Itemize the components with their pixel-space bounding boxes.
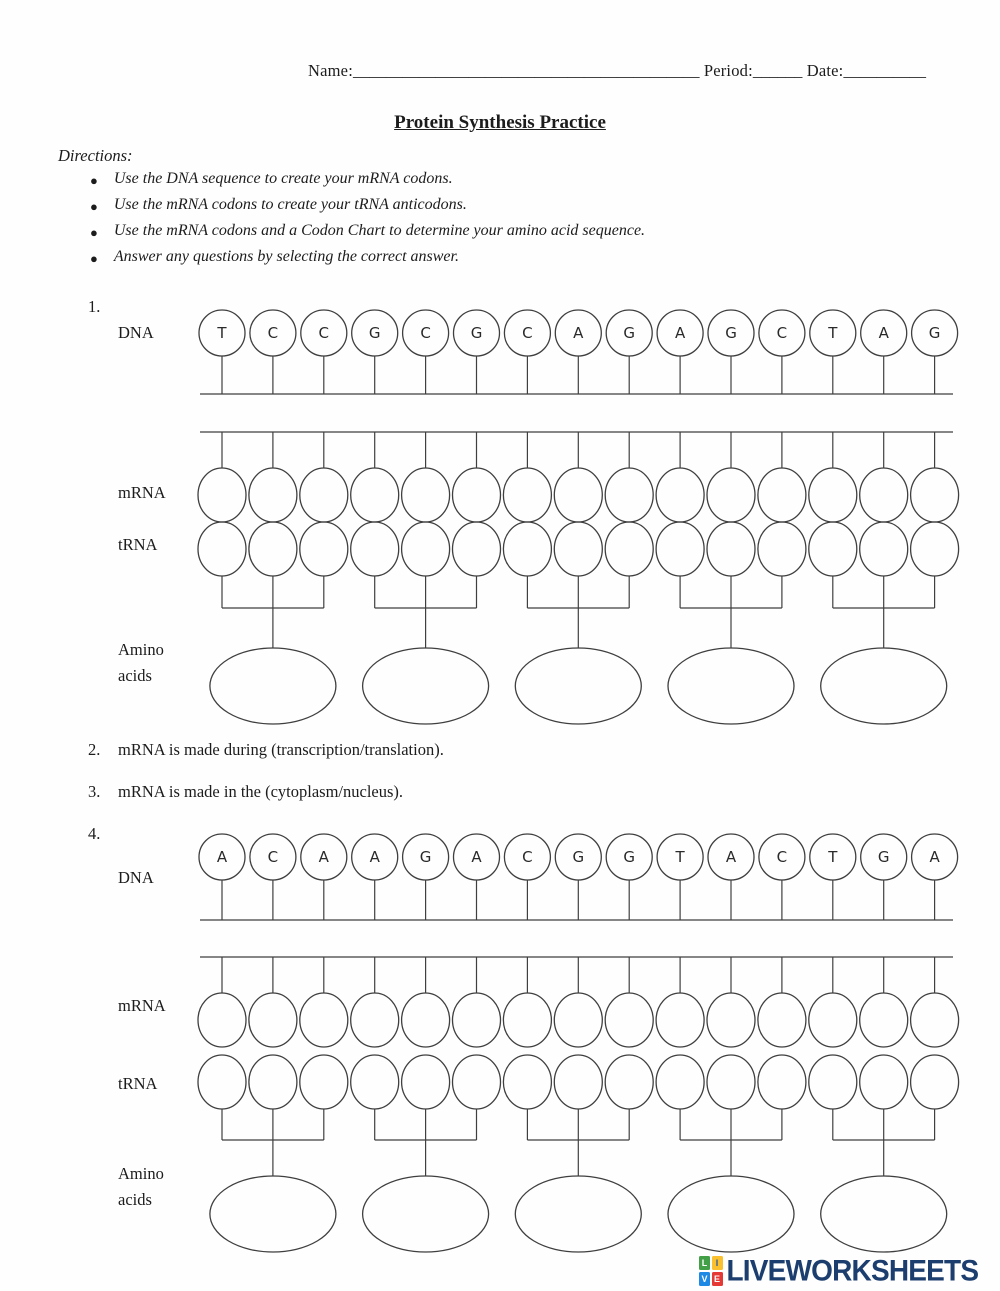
- bullet-icon: ●: [90, 251, 98, 266]
- dna-base-letter: A: [216, 848, 228, 866]
- bullet-icon: ●: [90, 199, 98, 214]
- dna-base-letter: A: [878, 324, 889, 342]
- mrna-answer-circle[interactable]: [605, 993, 653, 1047]
- trna-answer-circle[interactable]: [656, 1055, 704, 1109]
- logo-square-l: L: [699, 1256, 710, 1270]
- mrna-answer-circle[interactable]: [300, 993, 348, 1047]
- directions-heading: Directions:: [58, 146, 133, 165]
- directions-item-text: Answer any questions by selecting the correct answer.: [113, 248, 459, 265]
- amino-acid-answer-circle[interactable]: [668, 1176, 794, 1252]
- problem-4-amino-label: [118, 1161, 164, 1213]
- period-label: Period:: [703, 61, 753, 80]
- date-label: Date:: [806, 61, 844, 80]
- logo-square-i: I: [712, 1256, 723, 1270]
- trna-answer-circle[interactable]: [453, 1055, 501, 1109]
- name-label: Name:: [308, 61, 353, 80]
- dna-base-letter: A: [725, 848, 737, 866]
- dna-base-letter: A: [318, 848, 329, 866]
- liveworksheets-logo: [699, 1255, 978, 1287]
- dna-base-letter: G: [877, 848, 890, 866]
- logo-square-e: E: [712, 1272, 723, 1286]
- mrna-answer-circle[interactable]: [809, 993, 857, 1047]
- question-2-text[interactable]: mRNA is made during (transcription/translation).: [118, 740, 444, 759]
- amino-acid-answer-circle[interactable]: [821, 648, 947, 724]
- dna-base-letter: A: [929, 848, 940, 866]
- trna-answer-circle[interactable]: [707, 1055, 755, 1109]
- mrna-answer-circle[interactable]: [911, 993, 959, 1047]
- dna-base-letter: C: [420, 324, 431, 342]
- trna-answer-circle[interactable]: [605, 1055, 653, 1109]
- dna-base-letter: C: [267, 848, 279, 866]
- mrna-answer-circle[interactable]: [707, 468, 755, 522]
- amino-acid-answer-circle[interactable]: [515, 1176, 641, 1252]
- mrna-answer-circle[interactable]: [503, 468, 551, 522]
- problem-1-trna-label: tRNA: [118, 535, 158, 554]
- dna-base-letter: C: [318, 324, 330, 342]
- trna-answer-circle[interactable]: [503, 522, 551, 576]
- problem-4-dna-label: DNA: [118, 868, 154, 887]
- date-blank-field[interactable]: __________: [843, 61, 926, 80]
- directions-item-text: Use the mRNA codons and a Codon Chart to determine your amino acid sequence.: [113, 222, 646, 239]
- amino-acid-answer-circle[interactable]: [821, 1176, 947, 1252]
- trna-answer-circle[interactable]: [198, 1055, 246, 1109]
- amino-acid-answer-circle[interactable]: [363, 648, 489, 724]
- amino-acid-answer-circle[interactable]: [210, 1176, 336, 1252]
- mrna-answer-circle[interactable]: [453, 468, 501, 522]
- amino-label-line2: acids: [118, 666, 152, 685]
- amino-acid-answer-circle[interactable]: [363, 1176, 489, 1252]
- trna-answer-circle[interactable]: [758, 1055, 806, 1109]
- question-3-number: 3.: [88, 782, 101, 801]
- name-blank-field[interactable]: __________________________________________: [352, 61, 700, 80]
- dna-base-letter: G: [368, 324, 381, 342]
- trna-answer-circle[interactable]: [402, 522, 450, 576]
- dna-base-letter: A: [674, 324, 686, 342]
- mrna-answer-circle[interactable]: [453, 993, 501, 1047]
- trna-answer-circle[interactable]: [300, 1055, 348, 1109]
- dna-base-letter: T: [675, 848, 685, 866]
- dna-base-letter: A: [573, 324, 584, 342]
- dna-base-letter: G: [419, 848, 432, 866]
- mrna-answer-circle[interactable]: [351, 993, 399, 1047]
- trna-answer-circle[interactable]: [249, 522, 297, 576]
- bullet-icon: ●: [90, 225, 98, 240]
- mrna-answer-circle[interactable]: [758, 468, 806, 522]
- trna-answer-circle[interactable]: [351, 1055, 399, 1109]
- mrna-answer-circle[interactable]: [809, 468, 857, 522]
- liveworksheets-logo-icon: [699, 1256, 723, 1286]
- dna-base-letter: T: [828, 324, 838, 342]
- dna-base-letter: G: [725, 324, 737, 342]
- mrna-answer-circle[interactable]: [198, 993, 246, 1047]
- dna-base-letter: C: [522, 324, 533, 342]
- mrna-answer-circle[interactable]: [351, 468, 399, 522]
- problem-4-mrna-label: mRNA: [118, 996, 166, 1015]
- amino-acid-answer-circle[interactable]: [515, 648, 641, 724]
- bullet-icon: ●: [90, 173, 98, 188]
- mrna-answer-circle[interactable]: [707, 993, 755, 1047]
- dna-base-letter: G: [928, 324, 941, 342]
- mrna-answer-circle[interactable]: [402, 468, 450, 522]
- mrna-answer-circle[interactable]: [656, 993, 704, 1047]
- dna-base-letter: T: [217, 324, 227, 342]
- problem-1-amino-label: [118, 637, 164, 689]
- logo-square-v: V: [699, 1272, 710, 1286]
- trna-answer-circle[interactable]: [809, 522, 857, 576]
- mrna-answer-circle[interactable]: [554, 993, 602, 1047]
- trna-answer-circle[interactable]: [707, 522, 755, 576]
- trna-answer-circle[interactable]: [249, 1055, 297, 1109]
- directions-item-text: Use the DNA sequence to create your mRNA codons.: [113, 170, 453, 187]
- trna-answer-circle[interactable]: [198, 522, 246, 576]
- trna-answer-circle[interactable]: [402, 1055, 450, 1109]
- trna-answer-circle[interactable]: [300, 522, 348, 576]
- mrna-answer-circle[interactable]: [249, 993, 297, 1047]
- dna-base-letter: G: [623, 324, 636, 342]
- dna-base-letter: C: [776, 324, 788, 342]
- mrna-answer-circle[interactable]: [503, 993, 551, 1047]
- liveworksheets-logo-text: LIVEWORKSHEETS: [726, 1254, 979, 1287]
- dna-base-letter: C: [776, 848, 788, 866]
- trna-answer-circle[interactable]: [758, 522, 806, 576]
- question-3-text[interactable]: mRNA is made in the (cytoplasm/nucleus).: [118, 782, 404, 801]
- period-blank-field[interactable]: ______: [752, 61, 803, 80]
- problem-1-number: 1.: [88, 297, 101, 316]
- trna-answer-circle[interactable]: [911, 1055, 959, 1109]
- dna-base-letter: G: [572, 848, 585, 866]
- dna-base-letter: C: [522, 848, 533, 866]
- trna-answer-circle[interactable]: [453, 522, 501, 576]
- mrna-answer-circle[interactable]: [605, 468, 653, 522]
- mrna-answer-circle[interactable]: [860, 468, 908, 522]
- trna-answer-circle[interactable]: [351, 522, 399, 576]
- trna-answer-circle[interactable]: [554, 522, 602, 576]
- mrna-answer-circle[interactable]: [198, 468, 246, 522]
- problem-1-dna-label: DNA: [118, 323, 154, 342]
- dna-base-letter: G: [470, 324, 483, 342]
- mrna-answer-circle[interactable]: [656, 468, 704, 522]
- trna-answer-circle[interactable]: [860, 522, 908, 576]
- amino-acid-answer-circle[interactable]: [668, 648, 794, 724]
- amino-label-line1: Amino: [118, 640, 164, 659]
- dna-base-letter: T: [828, 848, 838, 866]
- page-title: Protein Synthesis Practice: [394, 112, 606, 133]
- trna-answer-circle[interactable]: [656, 522, 704, 576]
- dna-base-letter: G: [623, 848, 636, 866]
- trna-answer-circle[interactable]: [911, 522, 959, 576]
- amino-label-line1: Amino: [118, 1164, 164, 1183]
- directions-item-text: Use the mRNA codons to create your tRNA anticodons.: [113, 196, 467, 213]
- trna-answer-circle[interactable]: [554, 1055, 602, 1109]
- mrna-answer-circle[interactable]: [911, 468, 959, 522]
- dna-base-letter: A: [471, 848, 482, 866]
- question-2-number: 2.: [88, 740, 101, 759]
- mrna-answer-circle[interactable]: [758, 993, 806, 1047]
- amino-label-line2: acids: [118, 1190, 152, 1209]
- mrna-answer-circle[interactable]: [300, 468, 348, 522]
- amino-acid-answer-circle[interactable]: [210, 648, 336, 724]
- mrna-answer-circle[interactable]: [249, 468, 297, 522]
- mrna-answer-circle[interactable]: [402, 993, 450, 1047]
- dna-base-letter: C: [267, 324, 279, 342]
- mrna-answer-circle[interactable]: [860, 993, 908, 1047]
- trna-answer-circle[interactable]: [860, 1055, 908, 1109]
- trna-answer-circle[interactable]: [503, 1055, 551, 1109]
- dna-base-letter: A: [369, 848, 380, 866]
- problem-4-trna-label: tRNA: [118, 1074, 158, 1093]
- trna-answer-circle[interactable]: [809, 1055, 857, 1109]
- problem-1-mrna-label: mRNA: [118, 483, 166, 502]
- problem-4-number: 4.: [88, 824, 101, 843]
- mrna-answer-circle[interactable]: [554, 468, 602, 522]
- trna-answer-circle[interactable]: [605, 522, 653, 576]
